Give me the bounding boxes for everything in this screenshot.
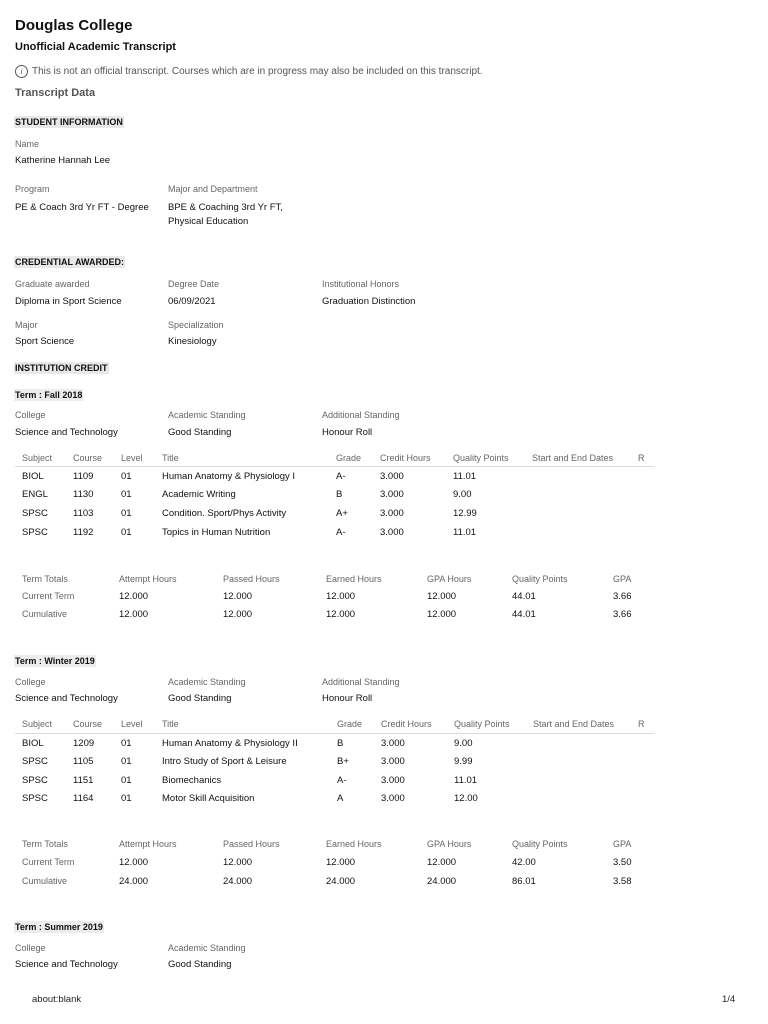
additional-standing-label: Additional Standing (322, 677, 400, 687)
credential-major-value: Sport Science (15, 336, 75, 347)
col-grade: Grade (337, 719, 363, 729)
totals-quality-points: 44.01 (512, 591, 536, 602)
totals-col-label: Term Totals (22, 839, 68, 849)
cell-subject: SPSC (22, 793, 48, 804)
cell-level: 01 (121, 471, 132, 482)
graduate-awarded-value: Diploma in Sport Science (15, 296, 122, 307)
term-title: Term : Winter 2019 (15, 656, 95, 666)
totals-col-gpa-hours: GPA Hours (427, 839, 472, 849)
cell-title: Topics in Human Nutrition (162, 527, 271, 538)
totals-gpa: 3.66 (613, 609, 632, 620)
cell-credit-hours: 3.000 (381, 793, 405, 804)
cell-course: 1105 (73, 756, 94, 767)
footer-url: about:blank (32, 994, 82, 1005)
cell-title: Motor Skill Acquisition (162, 793, 255, 804)
cell-course: 1130 (73, 489, 94, 500)
totals-gpa: 3.58 (613, 876, 632, 887)
totals-earned: 24.000 (326, 876, 356, 887)
col-level: Level (121, 453, 143, 463)
cell-subject: SPSC (22, 527, 48, 538)
cell-course: 1192 (73, 527, 94, 538)
totals-attempt: 12.000 (119, 591, 149, 602)
col-start-end-dates: Start and End Dates (532, 453, 614, 463)
student-name: Katherine Hannah Lee (15, 155, 111, 166)
credential-major-label: Major (15, 320, 38, 330)
totals-col-earned: Earned Hours (326, 574, 382, 584)
col-r: R (638, 719, 645, 729)
cell-quality-points: 11.01 (453, 471, 477, 482)
totals-gpa-hours: 24.000 (427, 876, 457, 887)
cell-grade: A+ (336, 508, 348, 519)
cell-grade: A- (337, 775, 347, 786)
transcript-data-heading: Transcript Data (15, 87, 96, 99)
col-credit-hours: Credit Hours (381, 719, 432, 729)
cell-quality-points: 11.01 (454, 775, 478, 786)
col-quality-points: Quality Points (453, 453, 509, 463)
cell-credit-hours: 3.000 (381, 738, 405, 749)
honors-value: Graduation Distinction (322, 296, 416, 307)
totals-passed: 12.000 (223, 609, 253, 620)
totals-gpa-hours: 12.000 (427, 609, 457, 620)
totals-col-attempt: Attempt Hours (119, 574, 177, 584)
cell-title: Biomechanics (162, 775, 222, 786)
totals-passed: 12.000 (223, 857, 253, 868)
cell-credit-hours: 3.000 (380, 527, 404, 538)
col-credit-hours: Credit Hours (380, 453, 431, 463)
cell-title: Intro Study of Sport & Leisure (162, 756, 287, 767)
totals-quality-points: 42.00 (512, 857, 536, 868)
col-start-end-dates: Start and End Dates (533, 719, 615, 729)
cell-credit-hours: 3.000 (380, 508, 404, 519)
totals-earned: 12.000 (326, 857, 356, 868)
totals-gpa-hours: 12.000 (427, 857, 457, 868)
graduate-awarded-label: Graduate awarded (15, 279, 90, 289)
totals-col-label: Term Totals (22, 574, 68, 584)
totals-col-quality-points: Quality Points (512, 839, 568, 849)
col-quality-points: Quality Points (454, 719, 510, 729)
totals-gpa: 3.50 (613, 857, 632, 868)
cell-grade: B (337, 738, 344, 749)
cell-title: Human Anatomy & Physiology II (162, 738, 298, 749)
totals-col-quality-points: Quality Points (512, 574, 568, 584)
college-label: College (15, 677, 46, 687)
cell-quality-points: 12.99 (453, 508, 477, 519)
totals-col-attempt: Attempt Hours (119, 839, 177, 849)
table-header-divider (15, 733, 655, 734)
cell-level: 01 (121, 793, 132, 804)
totals-row-label: Cumulative (22, 876, 68, 886)
cell-grade: A- (336, 527, 346, 538)
cell-grade: A (337, 793, 344, 804)
cell-subject: BIOL (22, 471, 44, 482)
totals-col-gpa-hours: GPA Hours (427, 574, 472, 584)
cell-title: Human Anatomy & Physiology I (162, 471, 296, 482)
totals-earned: 12.000 (326, 591, 356, 602)
totals-row-label: Current Term (22, 591, 75, 601)
totals-col-gpa: GPA (613, 574, 632, 584)
cell-level: 01 (121, 756, 132, 767)
cell-course: 1209 (73, 738, 95, 749)
totals-quality-points: 86.01 (512, 876, 536, 887)
col-course: Course (73, 719, 103, 729)
col-course: Course (73, 453, 103, 463)
cell-subject: BIOL (22, 738, 44, 749)
totals-col-earned: Earned Hours (326, 839, 382, 849)
col-title: Title (162, 719, 179, 729)
totals-row-label: Current Term (22, 857, 75, 867)
col-r: R (638, 453, 645, 463)
transcript-subtitle: Unofficial Academic Transcript (15, 41, 176, 53)
academic-standing-value: Good Standing (168, 427, 232, 438)
cell-level: 01 (121, 775, 132, 786)
cell-quality-points: 9.99 (454, 756, 473, 767)
college-value: Science and Technology (15, 959, 118, 970)
cell-subject: SPSC (22, 775, 48, 786)
totals-col-passed: Passed Hours (223, 574, 280, 584)
totals-earned: 12.000 (326, 609, 356, 620)
credential-heading: CREDENTIAL AWARDED: (15, 257, 125, 267)
additional-standing-value: Honour Roll (322, 693, 373, 704)
cell-level: 01 (121, 738, 132, 749)
specialization-value: Kinesiology (168, 336, 217, 347)
degree-date-value: 06/09/2021 (168, 296, 216, 307)
cell-grade: B+ (337, 756, 349, 767)
academic-standing-value: Good Standing (168, 959, 232, 970)
totals-row-label: Cumulative (22, 609, 68, 619)
notice (15, 65, 483, 78)
term-title: Term : Summer 2019 (15, 922, 103, 932)
totals-passed: 24.000 (223, 876, 253, 887)
col-grade: Grade (336, 453, 362, 463)
col-title: Title (162, 453, 179, 463)
institution-credit-heading: INSTITUTION CREDIT (15, 363, 108, 373)
academic-standing-label: Academic Standing (168, 677, 246, 687)
cell-subject: SPSC (22, 508, 48, 519)
col-level: Level (121, 719, 143, 729)
cell-level: 01 (121, 508, 132, 519)
student-info-heading: STUDENT INFORMATION (15, 117, 123, 127)
program-label: Program (15, 184, 50, 194)
cell-quality-points: 12.00 (454, 793, 478, 804)
totals-attempt: 12.000 (119, 857, 149, 868)
col-subject: Subject (22, 453, 53, 463)
major-dept-line2: Physical Education (168, 216, 249, 227)
totals-attempt: 12.000 (119, 609, 149, 620)
additional-standing-value: Honour Roll (322, 427, 373, 438)
term-title: Term : Fall 2018 (15, 390, 83, 400)
totals-quality-points: 44.01 (512, 609, 536, 620)
cell-course: 1164 (73, 793, 94, 804)
cell-subject: ENGL (22, 489, 48, 500)
totals-gpa-hours: 12.000 (427, 591, 457, 602)
cell-title: Condition. Sport/Phys Activity (162, 508, 287, 519)
cell-grade: B (336, 489, 343, 500)
college-label: College (15, 410, 46, 420)
cell-title: Academic Writing (162, 489, 236, 500)
totals-gpa: 3.66 (613, 591, 632, 602)
col-subject: Subject (22, 719, 53, 729)
degree-date-label: Degree Date (168, 279, 220, 289)
academic-standing-label: Academic Standing (168, 943, 246, 953)
major-dept-line1: BPE & Coaching 3rd Yr FT, (168, 202, 283, 213)
cell-quality-points: 9.00 (454, 738, 473, 749)
cell-quality-points: 11.01 (453, 527, 477, 538)
cell-credit-hours: 3.000 (380, 489, 404, 500)
table-header-divider (15, 466, 655, 467)
footer-page-number: 1/4 (722, 994, 736, 1005)
specialization-label: Specialization (168, 320, 224, 330)
college-label: College (15, 943, 46, 953)
cell-grade: A- (336, 471, 346, 482)
cell-course: 1109 (73, 471, 94, 482)
totals-col-gpa: GPA (613, 839, 632, 849)
cell-credit-hours: 3.000 (381, 756, 405, 767)
totals-passed: 12.000 (223, 591, 253, 602)
cell-credit-hours: 3.000 (380, 471, 404, 482)
cell-subject: SPSC (22, 756, 48, 767)
notice-text: This is not an official transcript. Courses which are in progress may also be included on this transcript. (32, 66, 483, 77)
totals-attempt: 24.000 (119, 876, 149, 887)
cell-course: 1103 (73, 508, 94, 519)
honors-label: Institutional Honors (322, 279, 400, 289)
info-icon: i (15, 65, 28, 78)
page-title: Douglas College (15, 17, 133, 34)
cell-course: 1151 (73, 775, 94, 786)
cell-quality-points: 9.00 (453, 489, 472, 500)
college-value: Science and Technology (15, 693, 118, 704)
totals-col-passed: Passed Hours (223, 839, 280, 849)
academic-standing-label: Academic Standing (168, 410, 246, 420)
cell-level: 01 (121, 489, 132, 500)
name-label: Name (15, 139, 40, 149)
cell-credit-hours: 3.000 (381, 775, 405, 786)
major-dept-label: Major and Department (168, 184, 258, 194)
additional-standing-label: Additional Standing (322, 410, 400, 420)
college-value: Science and Technology (15, 427, 118, 438)
academic-standing-value: Good Standing (168, 693, 232, 704)
program-value: PE & Coach 3rd Yr FT - Degree (15, 202, 149, 213)
cell-level: 01 (121, 527, 132, 538)
